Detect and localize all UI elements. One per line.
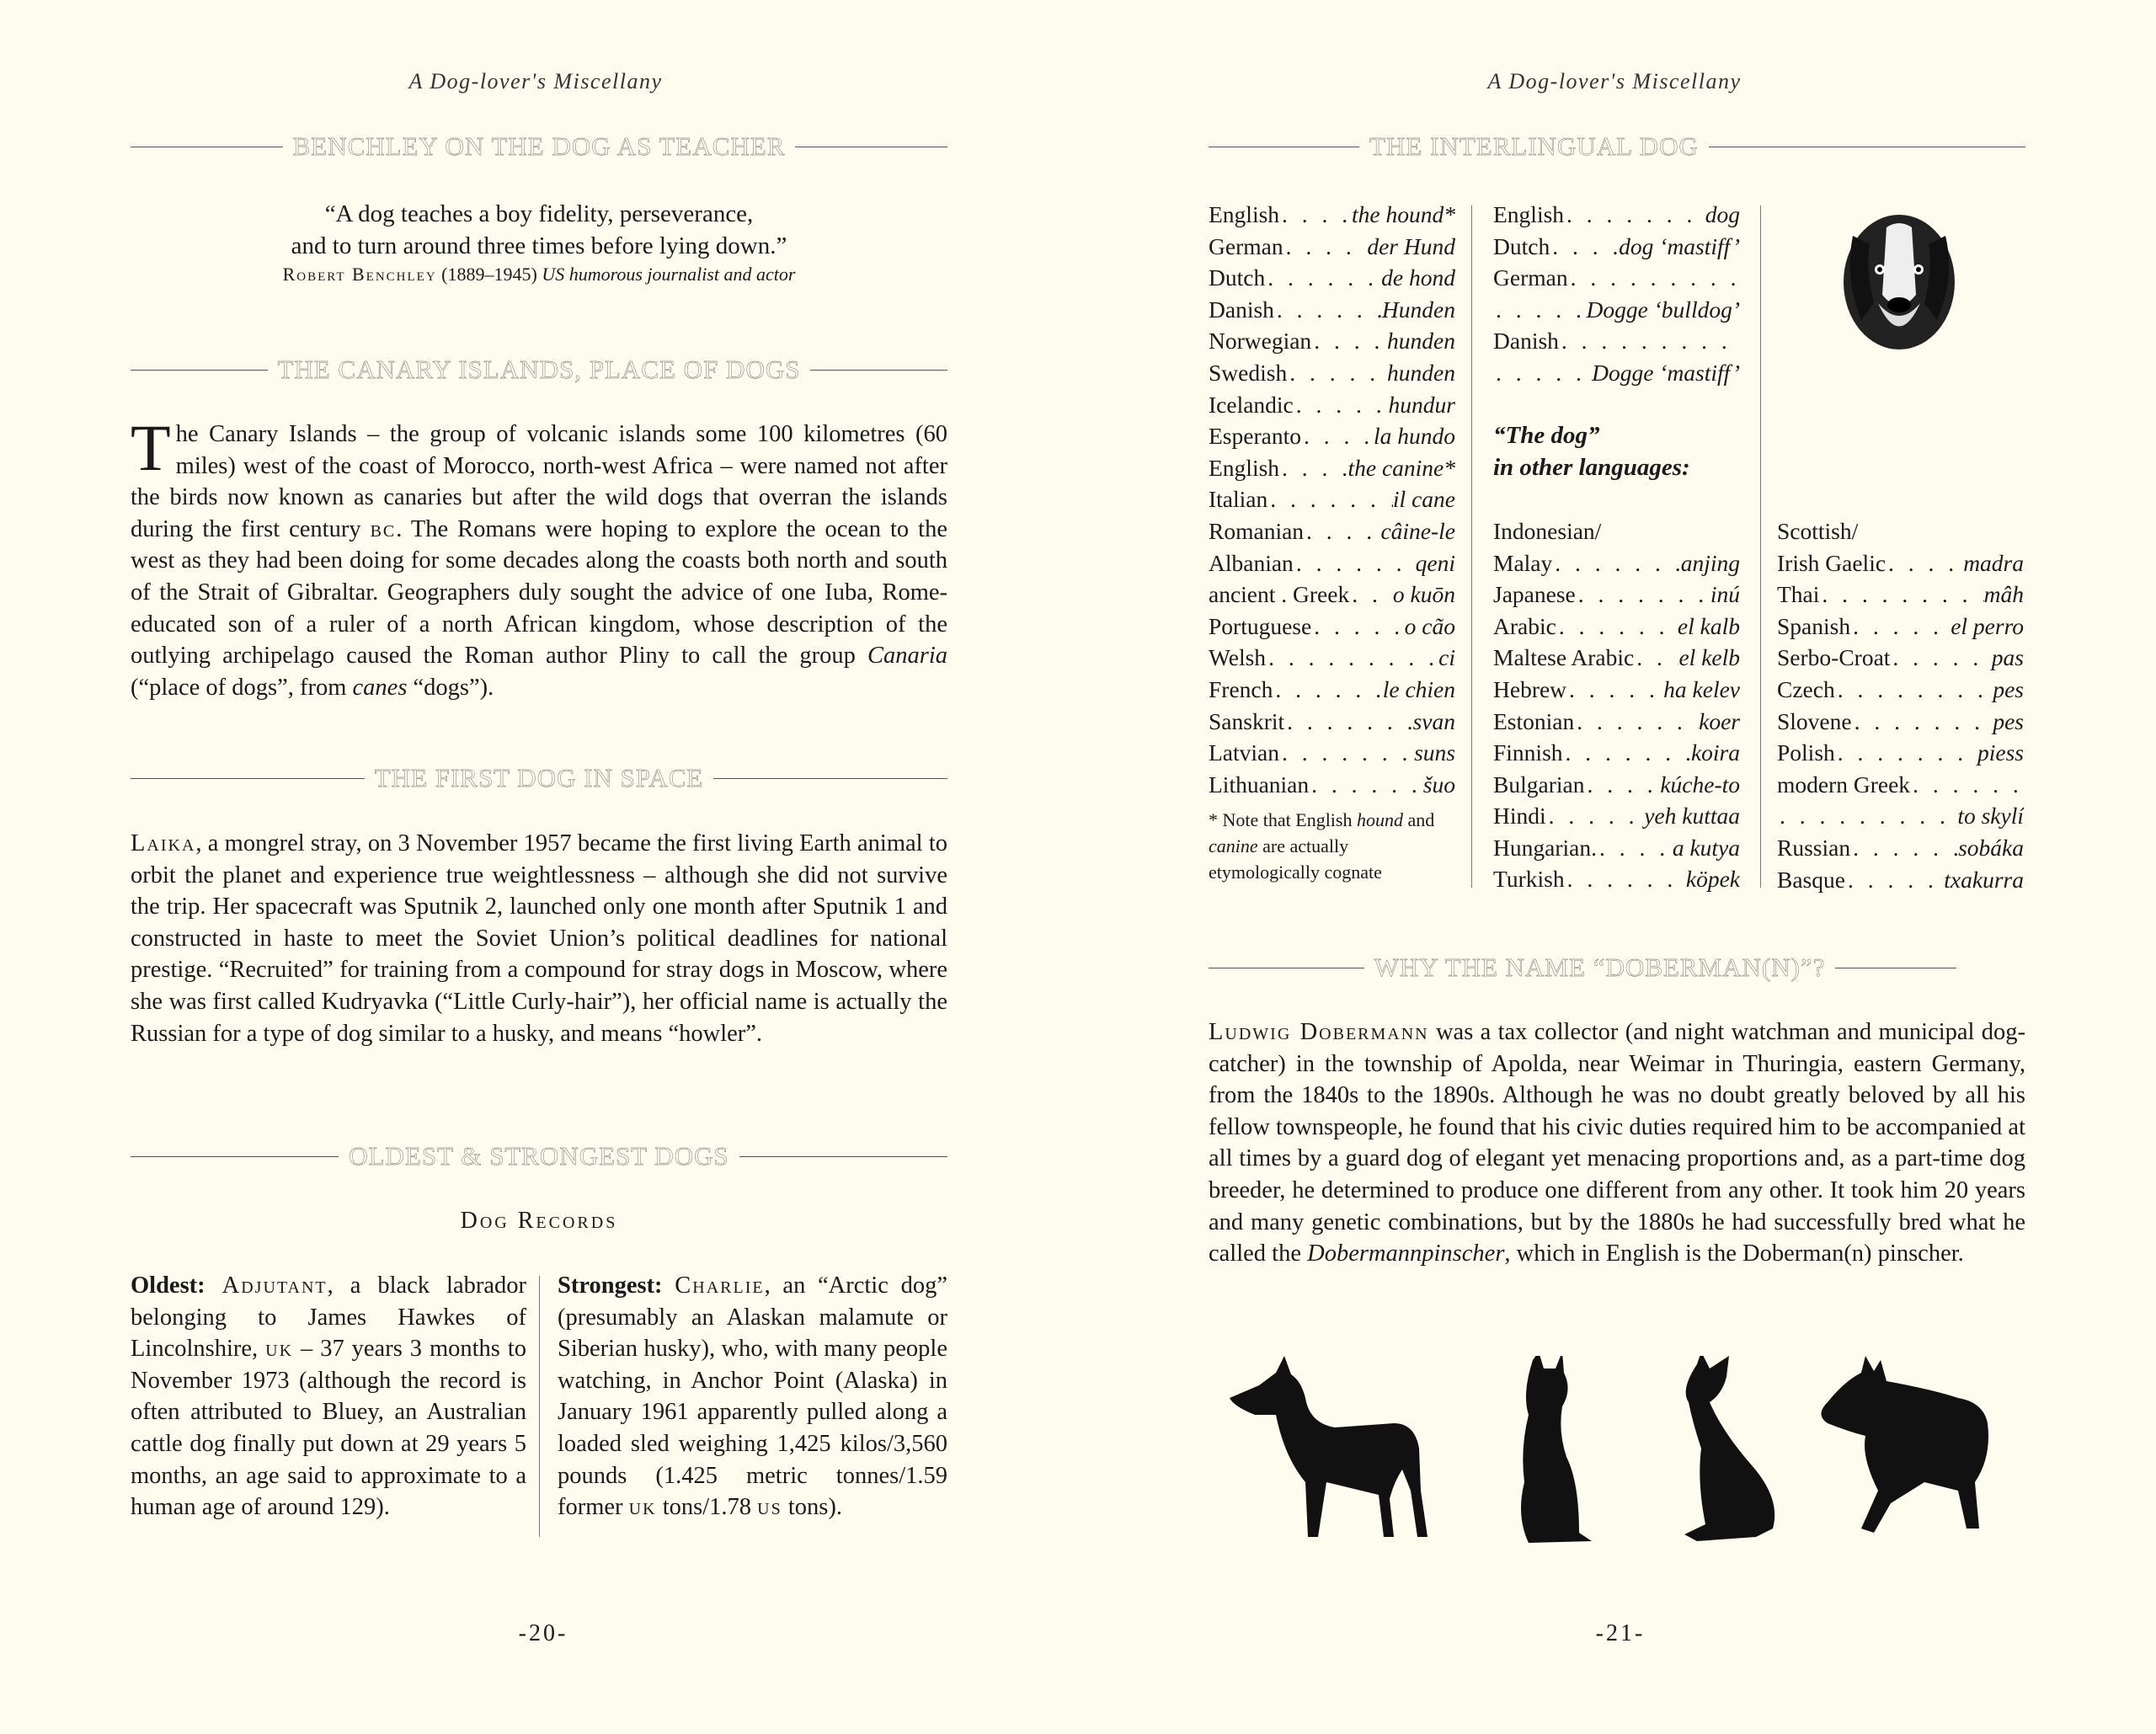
language-name: Scottish/ xyxy=(1777,518,1859,544)
dot-leader xyxy=(1279,199,1352,231)
section-heading-benchley: BENCHLEY ON THE DOG AS TEACHER xyxy=(131,131,947,162)
language-name: Danish xyxy=(1493,328,1559,355)
footnote-text: and xyxy=(1402,809,1435,831)
language-name: Dutch xyxy=(1209,264,1266,291)
language-row xyxy=(1493,515,1740,547)
language-name: German xyxy=(1493,264,1568,291)
italic-text: Dobermannpinscher xyxy=(1307,1240,1505,1267)
language-row xyxy=(1209,642,1455,674)
language-row xyxy=(1493,199,1740,231)
running-head: A Dog-lover's Miscellany xyxy=(1487,69,1742,93)
language-row xyxy=(1209,420,1455,452)
language-row xyxy=(1209,452,1455,484)
footnote-text: canine xyxy=(1209,835,1258,857)
dot-leader xyxy=(1564,199,1705,231)
small-caps-text: Laika xyxy=(131,830,196,856)
language-name: Slovene xyxy=(1777,707,1852,734)
text-run: , which in English is the Doberman(n) pinscher. xyxy=(1504,1240,1964,1267)
word-for-dog: pas xyxy=(1991,644,2024,671)
dot-leader xyxy=(1886,547,1963,579)
section-heading-oldest: OLDEST & STRONGEST DOGS xyxy=(131,1141,947,1171)
language-name: Latvian xyxy=(1209,739,1279,766)
right-page xyxy=(1078,0,2156,1734)
section-heading-interlingual: THE INTERLINGUAL DOG xyxy=(1209,131,2025,162)
language-name: Basque xyxy=(1777,866,1845,893)
dot-leader xyxy=(1267,483,1393,515)
word-for-dog: suns xyxy=(1414,739,1455,766)
text-run: (“place of dogs”, from xyxy=(131,674,353,701)
language-name: English xyxy=(1493,201,1565,227)
language-row xyxy=(1493,231,1740,263)
drop-cap: T xyxy=(131,411,171,484)
footnote-text: hound xyxy=(1356,809,1403,831)
language-row xyxy=(1777,706,2024,738)
word-for-dog: a kutya xyxy=(1672,834,1740,861)
word-for-dog: ha kelev xyxy=(1663,675,1740,702)
word-for-dog: o cão xyxy=(1404,612,1455,639)
word-for-dog: der Hund xyxy=(1367,232,1455,259)
footnote xyxy=(1209,807,1461,885)
dot-leader xyxy=(1294,389,1389,421)
sitting-doberman-silhouette xyxy=(1521,1356,1592,1543)
dot-leader xyxy=(1552,547,1680,579)
word-for-dog: inú xyxy=(1710,581,1740,608)
small-caps-text: uk xyxy=(628,1494,657,1521)
language-row xyxy=(1777,515,2024,547)
language-name: Romanian xyxy=(1209,517,1305,544)
benchley-quote: “A dog teaches a boy fidelity, perseverance, and to turn around three times before lying down.” Robert Benchley (1889–1945) US humorous journalist and actor xyxy=(131,199,947,287)
language-name: Albanian xyxy=(1209,549,1294,576)
dot-leader xyxy=(1850,832,1958,864)
text-run: tons). xyxy=(782,1494,842,1521)
text-run: , a black labrador belonging to James Hawkes of Lincolnshire, xyxy=(131,1272,526,1363)
language-name: Icelandic xyxy=(1209,391,1294,418)
language-row xyxy=(1209,706,1455,738)
language-row xyxy=(1209,231,1455,263)
language-name: Japanese xyxy=(1493,581,1576,608)
language-row xyxy=(1209,199,1455,231)
other-languages-heading: in other languages: xyxy=(1493,453,1690,481)
language-row xyxy=(1493,706,1740,738)
language-column-2 xyxy=(1493,199,1740,895)
doberman-paragraph xyxy=(1209,1016,2025,1270)
dot-leader xyxy=(1279,737,1414,769)
language-name: Swedish xyxy=(1209,359,1288,386)
page-number: -20- xyxy=(518,1620,568,1646)
column-divider xyxy=(539,1276,540,1537)
word-for-dog: koira xyxy=(1690,739,1740,766)
language-row xyxy=(1493,674,1740,706)
language-row xyxy=(1493,800,1740,832)
other-languages-heading: “The dog” xyxy=(1493,422,1600,450)
quote-attribution: Robert Benchley (1889–1945) US humorous journalist and actor xyxy=(282,264,796,285)
text-run: , an “Arctic dog” (presumably an Alaskan malamute or Siberian husky), who, with many people watching, in Anchor Point (Alaska) in January 1961 apparently pulled along a loaded sled weighing 1,425 kilos/3,560 pounds (1.425 metric tonnes/1.59 former xyxy=(558,1272,947,1521)
dot-leader xyxy=(1546,800,1645,832)
language-row xyxy=(1493,262,1740,294)
language-row xyxy=(1209,483,1455,515)
dot-leader xyxy=(1890,642,1991,674)
word-for-dog: dog ‘mastiff’ xyxy=(1619,232,1740,259)
language-name: Lithuanian xyxy=(1209,771,1310,798)
dot-leader xyxy=(1850,611,1951,643)
language-name: Esperanto xyxy=(1209,423,1301,450)
language-name: Sanskrit xyxy=(1209,707,1285,734)
language-row xyxy=(1777,832,2024,864)
dot-leader xyxy=(1274,294,1382,326)
word-for-dog: pes xyxy=(1993,707,2024,734)
dot-leader xyxy=(1634,642,1678,674)
dot-leader xyxy=(1576,579,1710,611)
language-name: Portuguese xyxy=(1209,612,1312,639)
small-caps-text: Adjutant xyxy=(221,1272,328,1299)
language-row xyxy=(1777,800,2024,832)
text-run: he Canary Islands – the group of volcanic islands some 100 kilometres (60 miles) west of the coast of Morocco, north-west Africa – were named not after the birds now known as canaries but after the wild dogs that overran the islands during the first century xyxy=(131,421,947,542)
word-for-dog: ci xyxy=(1438,644,1455,671)
dot-leader xyxy=(1284,706,1412,738)
word-for-dog: o kuōn xyxy=(1392,581,1455,608)
dot-leader xyxy=(1584,769,1660,801)
dot-leader xyxy=(1565,863,1686,895)
word-for-dog: câine-le xyxy=(1380,517,1455,544)
page-number: -21- xyxy=(1595,1620,1646,1646)
dot-leader xyxy=(1309,769,1423,801)
language-name: Hungarian. xyxy=(1493,834,1597,861)
language-name: Italian xyxy=(1209,486,1268,513)
text-run: – 37 years 3 months to November 1973 (although the record is often attributed to Bluey, an Australian cattle dog finally put down at 29 years 5 months, an age said to approximate to a human age of around 129). xyxy=(131,1336,527,1521)
language-name: Maltese Arabic xyxy=(1493,644,1635,671)
language-row xyxy=(1777,547,2024,579)
word-for-dog: köpek xyxy=(1685,866,1740,893)
language-row xyxy=(1777,642,2024,674)
laika-paragraph xyxy=(131,828,947,1049)
language-row xyxy=(1777,579,2024,611)
language-name: Indonesian/ xyxy=(1493,517,1602,544)
word-for-dog: sobáka xyxy=(1958,834,2024,861)
crouching-doberman-silhouette xyxy=(1822,1356,1989,1533)
word-for-dog: yeh kuttaa xyxy=(1644,803,1740,830)
dot-leader xyxy=(1283,231,1368,263)
language-name: ancient . Greek xyxy=(1209,581,1350,608)
running-head: A Dog-lover's Miscellany xyxy=(408,69,663,93)
section-heading-doberman: WHY THE NAME “DOBERMAN(N)”? xyxy=(1209,952,2025,983)
dot-leader xyxy=(1311,325,1387,357)
language-name: English xyxy=(1209,201,1280,227)
language-name: English xyxy=(1209,454,1280,481)
word-for-dog: el kelb xyxy=(1678,644,1740,671)
dog-records-subheading: Dog Records xyxy=(460,1208,618,1234)
strongest-record-column xyxy=(558,1270,947,1523)
word-for-dog: koer xyxy=(1699,707,1740,734)
word-for-dog: hundur xyxy=(1388,391,1455,418)
language-row xyxy=(1493,611,1740,643)
language-row xyxy=(1209,611,1455,643)
column-divider xyxy=(1760,205,1761,888)
word-for-dog: šuo xyxy=(1422,771,1455,798)
dot-leader xyxy=(1566,674,1663,706)
language-name: Polish xyxy=(1777,739,1835,766)
language-row xyxy=(1493,579,1740,611)
language-name: Irish Gaelic xyxy=(1777,549,1886,576)
word-for-dog: il cane xyxy=(1392,486,1455,513)
section-heading-canary: THE CANARY ISLANDS, PLACE OF DOGS xyxy=(131,355,947,385)
text-run: was a tax collector (and night watchman and municipal dog-catcher) in the township of Apolda, near Weimar in Thuringia, eastern Germany, from the 1840s to the 1890s. Although he was no doubt greatly beloved by all his fellow townspeople, he found that his civic duties required him to be accompanied at all times by a guard dog of elegant yet menacing proportions and, as a part-time dog breeder, he determined to produce one different from any other. It took him 20 years and many genetic combinations, but by the 1880s he had successfully bred what he called the xyxy=(1209,1019,2025,1267)
dot-leader xyxy=(1266,642,1438,674)
language-row xyxy=(1209,262,1455,294)
word-for-dog: le chien xyxy=(1382,675,1455,702)
italic-text: canes xyxy=(352,674,408,701)
language-row xyxy=(1777,769,2024,801)
language-row xyxy=(1209,769,1455,801)
dot-leader xyxy=(1493,357,1592,389)
word-for-dog: piess xyxy=(1977,739,2024,766)
language-row xyxy=(1493,547,1740,579)
oldest-record-column xyxy=(131,1270,526,1523)
dot-leader xyxy=(1574,706,1699,738)
language-name: Danish xyxy=(1209,296,1274,323)
language-row xyxy=(1209,389,1455,421)
word-for-dog: svan xyxy=(1412,707,1455,734)
word-for-dog: pes xyxy=(1993,675,2024,702)
word-for-dog: txakurra xyxy=(1944,866,2024,893)
dot-leader xyxy=(1294,547,1416,579)
language-name: Dutch xyxy=(1493,232,1550,259)
language-name: Hebrew xyxy=(1493,675,1567,702)
language-row xyxy=(1493,863,1740,895)
small-caps-text: us xyxy=(757,1494,782,1521)
language-row xyxy=(1209,325,1455,357)
language-row xyxy=(1209,737,1455,769)
dot-leader xyxy=(1287,357,1387,389)
italic-text: Canaria xyxy=(867,643,947,670)
text-run: “dogs”). xyxy=(407,674,494,701)
language-name: Thai xyxy=(1777,581,1820,608)
dot-leader xyxy=(1559,325,1740,357)
word-for-dog: Dogge ‘mastiff’ xyxy=(1592,359,1740,386)
footnote-text: are actually etymologically cognate xyxy=(1209,835,1382,883)
section-heading-space: THE FIRST DOG IN SPACE xyxy=(131,763,947,793)
language-row xyxy=(1493,325,1740,357)
language-name: modern Greek xyxy=(1777,771,1911,798)
dot-leader xyxy=(1273,674,1382,706)
bold-label: Oldest: xyxy=(131,1272,222,1299)
standing-doberman-silhouette xyxy=(1230,1356,1428,1537)
language-name: German xyxy=(1209,232,1283,259)
language-row xyxy=(1493,832,1740,864)
dot-leader xyxy=(1311,611,1404,643)
dot-leader xyxy=(1265,262,1381,294)
language-name: Malay xyxy=(1493,549,1553,576)
language-name: Welsh xyxy=(1209,644,1267,671)
language-row xyxy=(1209,547,1455,579)
language-row xyxy=(1209,294,1455,326)
canary-paragraph xyxy=(131,411,947,703)
word-for-dog: de hond xyxy=(1381,264,1455,291)
small-caps-text: bc xyxy=(370,515,397,542)
text-run: , a mongrel stray, on 3 November 1957 became the first living Earth animal to orbit the planet and experience true weightlessness – although she did not survive the trip. Her spacecraft was Sputnik 2, launched only one month after Sputnik 1 and constructed in haste to meet the Soviet Union’s political deadlines for national prestige. “Recruited” for training from a compound for stray dogs in Moscow, where she was first called Kudryavka (“Little Curly-hair”), her official name is actually the Russian for a type of dog similar to a husky, and means “howler”. xyxy=(131,830,947,1047)
language-name: Estonian xyxy=(1493,707,1575,734)
language-name: Russian xyxy=(1777,834,1851,861)
language-column-3 xyxy=(1777,515,2024,895)
word-for-dog: kúche-to xyxy=(1660,771,1740,798)
small-caps-text: Charlie xyxy=(675,1272,765,1299)
language-name: Bulgarian xyxy=(1493,771,1585,798)
language-column-1 xyxy=(1209,199,1461,885)
dot-leader xyxy=(1597,832,1673,864)
word-for-dog: qeni xyxy=(1415,549,1455,576)
word-for-dog: el kalb xyxy=(1677,612,1740,639)
small-caps-text: uk xyxy=(265,1336,294,1363)
word-for-dog: la hundo xyxy=(1373,423,1455,450)
dot-leader xyxy=(1563,737,1691,769)
dot-leader xyxy=(1835,674,1993,706)
language-row xyxy=(1209,357,1455,389)
language-row xyxy=(1777,737,2024,769)
word-for-dog: hunden xyxy=(1387,328,1455,355)
language-row xyxy=(1493,357,1740,389)
language-row xyxy=(1493,642,1740,674)
word-for-dog: the hound* xyxy=(1352,201,1455,227)
dog-head-engraving xyxy=(1836,202,1962,362)
language-name: Turkish xyxy=(1493,866,1565,893)
dot-leader xyxy=(1301,420,1374,452)
word-for-dog: madra xyxy=(1963,549,2024,576)
doberman-silhouettes xyxy=(1225,1356,2025,1554)
dot-leader xyxy=(1279,452,1348,484)
language-name: Norwegian xyxy=(1209,328,1312,355)
bold-label: Strongest: xyxy=(558,1272,675,1299)
word-for-dog: to skylí xyxy=(1957,803,2024,830)
sitting-doberman-looking-up-silhouette xyxy=(1684,1356,1774,1541)
language-row xyxy=(1777,864,2024,896)
language-name: Serbo-Croat xyxy=(1777,644,1891,671)
dot-leader xyxy=(1819,579,1983,611)
column-divider xyxy=(1471,205,1472,888)
language-row xyxy=(1493,769,1740,801)
language-name: Arabic xyxy=(1493,612,1556,639)
language-name: French xyxy=(1209,675,1273,702)
dot-leader xyxy=(1835,737,1977,769)
word-for-dog: Dogge ‘bulldog’ xyxy=(1586,296,1740,323)
word-for-dog: anjing xyxy=(1680,549,1740,576)
language-name: Spanish xyxy=(1777,612,1851,639)
language-row xyxy=(1777,611,2024,643)
language-row xyxy=(1209,674,1455,706)
text-run: . The Romans were hoping to explore the ocean to the west as they had been doing for some decades along the coasts both north and south of the Strait of Gibraltar. Geographers duly sought the advice of one Iuba, Rome-educated son of a ruler of a north African kingdom, whose description of the outlying archipelago caused the Roman author Pliny to call the group xyxy=(131,515,947,670)
language-row xyxy=(1209,515,1455,547)
dot-leader xyxy=(1845,864,1944,896)
language-row xyxy=(1777,674,2024,706)
dot-leader xyxy=(1550,231,1619,263)
language-name: Czech xyxy=(1777,675,1835,702)
small-caps-text: Ludwig Dobermann xyxy=(1209,1019,1429,1045)
language-row xyxy=(1493,294,1740,326)
dot-leader xyxy=(1852,706,1993,738)
word-for-dog: the canine* xyxy=(1348,454,1455,481)
language-row xyxy=(1209,579,1455,611)
dot-leader xyxy=(1349,579,1393,611)
dot-leader xyxy=(1777,800,1957,832)
word-for-dog: el perro xyxy=(1951,612,2024,639)
language-row xyxy=(1493,737,1740,769)
footnote-text: * Note that English xyxy=(1209,809,1357,831)
text-run: tons/1.78 xyxy=(656,1494,758,1521)
word-for-dog: mâh xyxy=(1983,581,2024,608)
word-for-dog: Hunden xyxy=(1381,296,1455,323)
dot-leader xyxy=(1568,262,1740,294)
language-name: Finnish xyxy=(1493,739,1563,766)
dot-leader xyxy=(1556,611,1678,643)
dot-leader xyxy=(1304,515,1380,547)
dot-leader xyxy=(1910,769,2024,801)
word-for-dog: hunden xyxy=(1387,359,1455,386)
language-name: Hindi xyxy=(1493,803,1546,830)
dot-leader xyxy=(1493,294,1586,326)
word-for-dog: dog xyxy=(1705,201,1740,227)
